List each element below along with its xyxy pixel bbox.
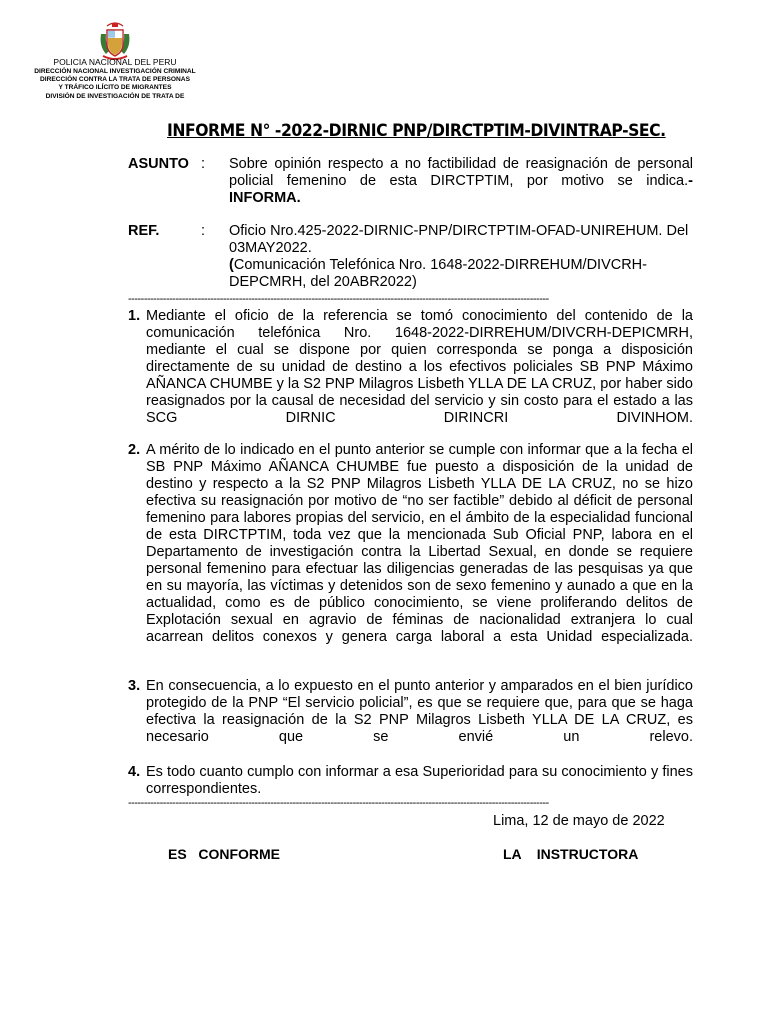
signature-left-label: ES CONFORME [168, 846, 281, 862]
asunto-body: Sobre opinión respecto a no factibilidad de reasignación de personal policial femenino de esta DIRCTPTIM, por motivo se indica. [229, 156, 693, 189]
paragraph-4-number: 4. [128, 764, 141, 780]
ref-colon: : [201, 223, 206, 239]
ref-line-2-wrap [229, 257, 693, 291]
separator-bottom: ------------------------------------------------------------------------------------------------------------------------------------- [128, 797, 549, 809]
separator-top: ------------------------------------------------------------------------------------------------------------------------------------- [128, 293, 549, 305]
paragraph-3-number: 3. [128, 678, 141, 694]
institution-name: POLICIA NACIONAL DEL PERU [53, 57, 177, 67]
institution-direction: DIRECCIÓN NACIONAL INVESTIGACIÓN CRIMINAL [34, 68, 196, 75]
ref-text [229, 223, 693, 291]
asunto-emphasis: - INFORMA. [229, 173, 693, 206]
asunto-colon: : [201, 156, 206, 172]
paragraph-2-text: A mérito de lo indicado en el punto anterior se cumple con informar que a la fecha el SB PNP Máximo AÑANCA CHUMBE fue puesto a disposición de la unidad de destino y respecto a la S2 PNP Milagros Lisbeth YLLA DE LA CRUZ, no se hizo efectiva su reasignación por motivo de “no ser factible” debido al déficit de personal femenino para labores propias del servicio, en el ámbito de la especialidad funcional de esta DIRCTPTIM, toda vez que la mencionada Sub Oficial PNP, labora en el Departamento de investigación contra la Libertad Sexual, en donde se requiere personal femenino para efectuar las diligencias generadas de las pesquisas ya que en su mayoría, las víctimas y detenidos son de sexo femenino y aunado a que en la actualidad, como es de público conocimiento, se viene proliferando delitos de Explotación sexual en agravio de féminas de nacionalidad extranjera lo cual acarrean delitos conexos y genera carga laboral a esta Unidad especializada. [146, 442, 693, 645]
ref-line-1: Oficio Nro.425-2022-DIRNIC-PNP/DIRCTPTIM-OFAD-UNIREHUM. Del 03MAY2022. [229, 223, 689, 256]
paragraph-1-text: Mediante el oficio de la referencia se tomó conocimiento del contenido de la comunicación telefónica Nro. 1648-2022-DIRREHUM/DIVCRH-DEPICMRH, mediante el cual se dispone por quien corresponda se ponga a disposición directamente de su unidad de destino a los efectivos policiales SB PNP Máximo AÑANCA CHUMBE y la S2 PNP Milagros Lisbeth YLLA DE LA CRUZ, por haber sido reasignados por la causal de necesidad del servicio y sin costo para el estado a las SCG DIRNIC DIRINCRI DIVINHOM. [146, 308, 693, 426]
signature-right-label: LA INSTRUCTORA [503, 846, 639, 862]
paragraph-4-text: Es todo cuanto cumplo con informar a esa Superioridad para su conocimiento y fines correspondientes. [146, 764, 693, 797]
asunto-text [229, 156, 693, 207]
ref-label: REF. [128, 223, 160, 239]
ref-paren: ( [229, 257, 234, 273]
institution-subdirection: DIRECCIÓN CONTRA LA TRATA DE PERSONAS [40, 76, 190, 83]
institution-subdirection-cont: Y TRÁFICO ILÍCITO DE MIGRANTES [58, 84, 172, 91]
paragraph-2-number: 2. [128, 442, 141, 458]
document-title: INFORME N° -2022-DIRNIC PNP/DIRCTPTIM-DIVINTRAP-SEC. [167, 121, 666, 141]
paragraph-3-text: En consecuencia, a lo expuesto en el punto anterior y amparados en el bien jurídico protegido de la PNP “El servicio policial”, es que se requiere que, para que se haga efectiva la reasignación de la S2 PNP Milagros Lisbeth YLLA DE LA CRUZ, es necesario que se envié un relevo. [146, 678, 693, 745]
institution-division: DIVISIÓN DE INVESTIGACIÓN DE TRATA DE [45, 93, 185, 100]
asunto-label: ASUNTO [128, 156, 189, 172]
paragraph-1-number: 1. [128, 308, 141, 324]
ref-line-2: Comunicación Telefónica Nro. 1648-2022-DIRREHUM/DIVCRH-DEPCMRH, del 20ABR2022) [229, 257, 647, 290]
document-date: Lima, 12 de mayo de 2022 [493, 813, 665, 829]
